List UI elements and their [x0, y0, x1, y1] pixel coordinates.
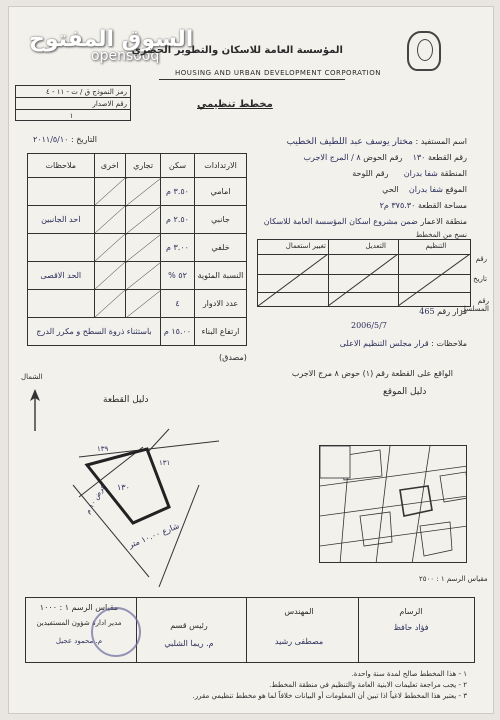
zone-row: منطقة الاعمار ضمن مشروع اسكان المؤسسة العامة للاسكان [263, 217, 467, 226]
serial-label: رقم المسلسل [460, 297, 489, 313]
area-board-row: المنطقة شفا بدران رقم اللوحة [352, 169, 467, 178]
header-other: اخرى [94, 154, 126, 178]
plot-number: ١٣٠ [117, 483, 130, 492]
director-name: م. محمود عجيل [55, 637, 103, 645]
version-value: ١ [69, 112, 74, 120]
table-row: خلفي ٣.٠٠ م [28, 234, 247, 262]
width-note: عرض ١٠ م [83, 482, 108, 516]
doc-title: مخطط تنظيمي [197, 99, 273, 110]
approved-label: (مصدق) [219, 353, 247, 362]
neighbor-plot-139: ١٣٩ [97, 445, 109, 453]
street-label: شارع ١٠.٠٠ متر [127, 521, 181, 550]
version-label: رقم الاصدار [16, 98, 130, 110]
official-stamp-icon [91, 607, 141, 657]
council-row: ملاحظات : قرار مجلس التنظيم الاعلى [339, 339, 467, 348]
site-guide-label: دليل الموقع [383, 387, 427, 397]
planning-document [8, 6, 494, 714]
engineer-label: المهندس [284, 607, 314, 616]
setbacks-table [27, 153, 247, 346]
beneficiary-name: مختار يوسف عبد اللطيف الخطيب [286, 137, 413, 147]
north-arrow-icon [25, 387, 45, 431]
org-name-en: HOUSING AND URBAN DEVELOPMENT CORPORATION [175, 69, 381, 77]
footer-note: ٣ - يعتبر هذا المخطط لاغياً اذا تبين أن المعلومات أو البيانات خلافاً لما هو مخطط تنظيمي مقرر. [192, 692, 467, 700]
footer-notes [37, 669, 467, 702]
plot-sketch [49, 427, 229, 587]
form-code: رمز النموذج ق / ت - ١١ - ٤ [16, 86, 130, 98]
scale-small: مقياس الرسم ١ : ١٠٠٠ [39, 603, 119, 612]
scheme-label: نسخ من المخطط [415, 231, 467, 239]
plot-area-row: مساحة القطعة ٣٧٥.٣٠ م٢ [379, 201, 467, 210]
north-label: الشمال [21, 373, 43, 381]
site-plan-map [319, 445, 467, 563]
jordan-crest-icon [407, 31, 441, 71]
form-code-box [15, 85, 131, 121]
neighbor-plot-131: ١٣١ [159, 459, 171, 467]
decision-date: 2006/5/7 [351, 321, 387, 330]
footer-note: ١ - هذا المخطط صالح لمدة سنة واحدة. [351, 670, 467, 678]
table-row: جانبي ٢.٥٠ م احد الجانبين [28, 206, 247, 234]
number-label: رقم [475, 255, 487, 263]
header-notes: ملاحظات [28, 154, 95, 178]
header-setbacks: الارتدادات [195, 154, 247, 178]
org-name-ar: المؤسسة العامة للاسكان والتطوير الحضري [131, 45, 343, 56]
site-row: الموقع شفا بدران الحي [382, 185, 467, 194]
scale-label: مقياس الرسم ١ : ٢٥٠٠ [419, 575, 488, 583]
footer-note: ٢ - يجب مراجعة تعليمات الابنية العامة والتنظيم في منطقة المخطط. [269, 681, 467, 689]
plot-guide-label: دليل القطعة [103, 395, 149, 405]
engineer-name: مصطفى رشيد [274, 637, 324, 646]
header-commercial: تجاري [126, 154, 161, 178]
table-row: ارتفاع البناء ١٥.٠٠ م باستثناء ذروة السطح و مكرر الدرج [28, 318, 247, 346]
location-note: الواقع على القطعة رقم (١) حوض ٨ مرج الاجرب [291, 369, 453, 378]
opensooq-watermark-logo: السوق المفتوح opensooq [29, 27, 194, 64]
table-row: امامي ٣.٥٠ م [28, 178, 247, 206]
plot-basin-row: رقم القطعة ١٣٠ رقم الحوض ٨ / المرج الاجرب [303, 153, 467, 162]
header-residential: سكن [161, 154, 195, 178]
table-row: النسبة المئوية ٥٢ % الحد الاقصى [28, 262, 247, 290]
director-label: مدير ادارة شؤون المستفيدين [36, 619, 122, 627]
drafter-label: الرسام [399, 607, 423, 616]
table-row: عدد الادوار ٤ [28, 290, 247, 318]
head-label: رئيس قسم [170, 621, 208, 630]
date-line: التاريخ : ٢٠١١/٥/١٠ [33, 135, 98, 144]
history-label: تاريخ [473, 275, 487, 283]
head-name: م. ريما الشلبي [164, 639, 214, 648]
decision-row: قرار رقم 465 [419, 307, 467, 316]
drafter-name: فؤاد حافظ [393, 623, 429, 632]
beneficiary-row: اسم المستفيد : مختار يوسف عبد اللطيف الخطيب [286, 137, 467, 147]
scheme-grid: التنظيم التعديل تغيير استعمال [257, 239, 471, 307]
